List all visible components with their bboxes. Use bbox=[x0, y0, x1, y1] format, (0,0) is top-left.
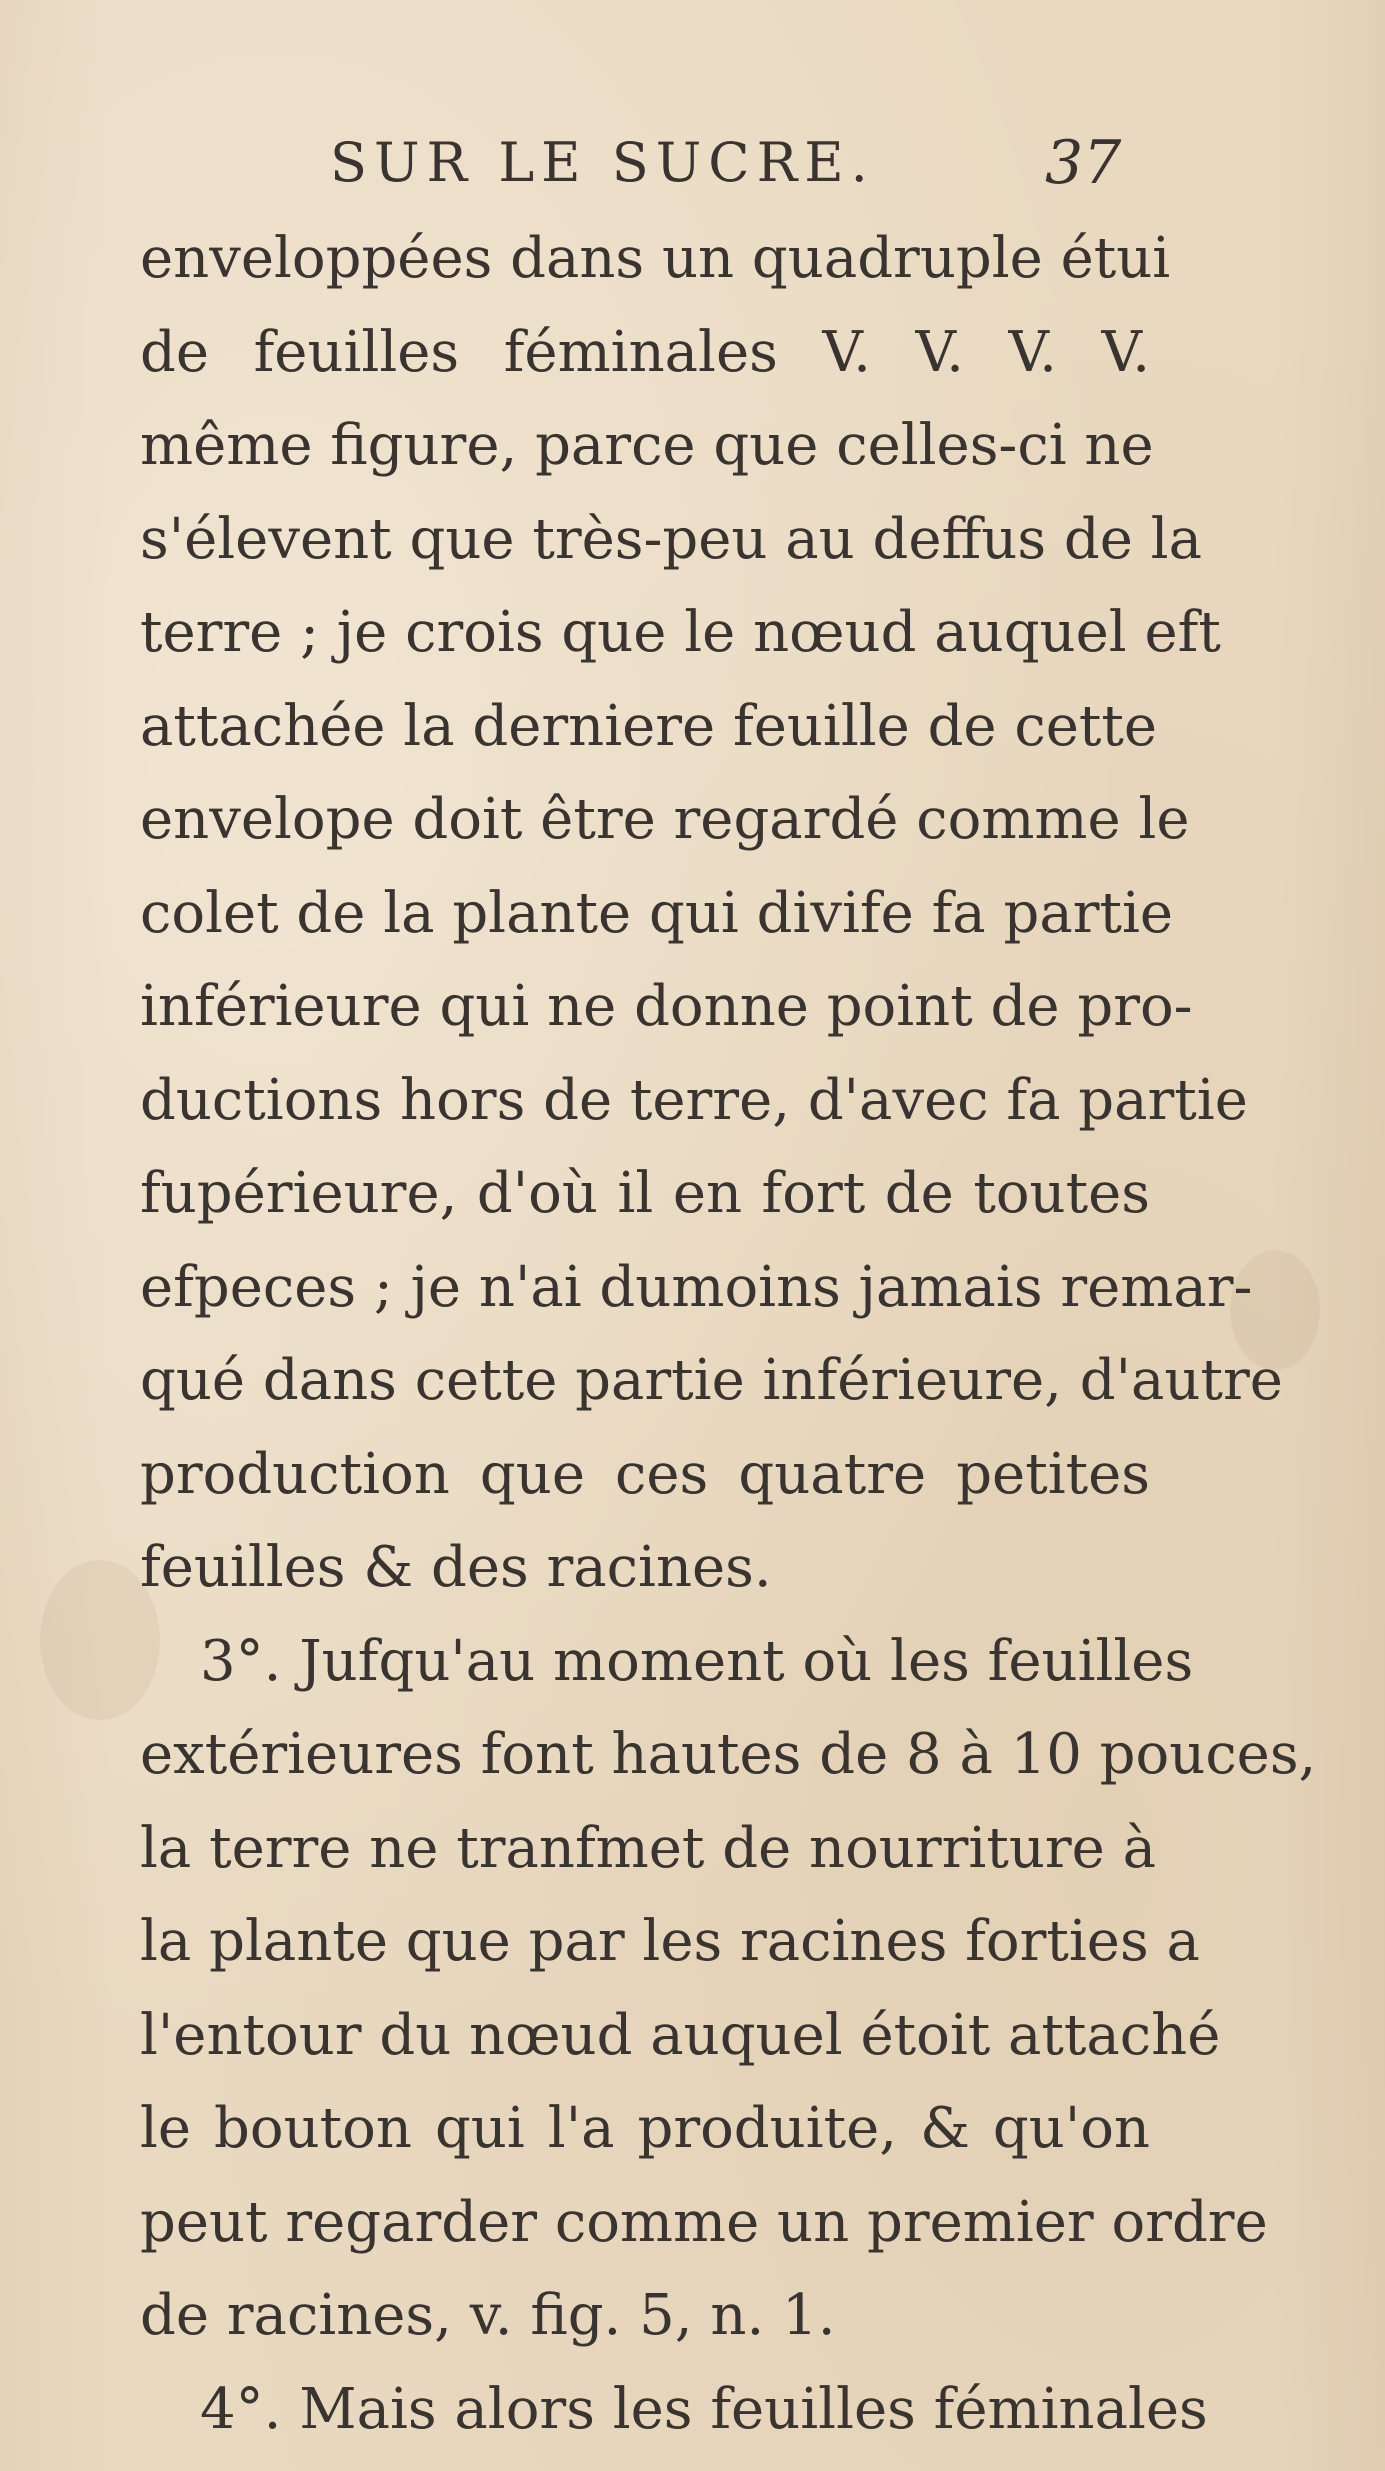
text-line: fupérieure, d'où il en fort de toutes bbox=[140, 1161, 1150, 1226]
text-line: attachée la derniere feuille de cette bbox=[140, 693, 1158, 759]
body-text bbox=[140, 212, 1317, 2456]
text-line: ductions hors de terre, d'avec fa partie bbox=[140, 1067, 1248, 1133]
running-head bbox=[330, 118, 1230, 208]
text-line: peut regarder comme un premier ordre bbox=[140, 2189, 1268, 2255]
text-line: de feuilles féminales V. V. V. V. bbox=[140, 319, 1150, 385]
text-line: terre ; je crois que le nœud auquel eft bbox=[140, 600, 1221, 665]
text-line: colet de la plante qui divife fa partie bbox=[140, 880, 1174, 946]
text-line: s'élevent que très-peu au deffus de la bbox=[140, 506, 1202, 572]
running-title: SUR LE SUCRE. bbox=[330, 131, 875, 194]
text-line: 3°. Jufqu'au moment où les feuilles bbox=[200, 1628, 1194, 1694]
text-line: la terre ne tranfmet de nourriture à bbox=[140, 1815, 1156, 1881]
text-line: extérieures font hautes de 8 à 10 pouces, bbox=[140, 1722, 1317, 1787]
page-number: 37 bbox=[1045, 128, 1122, 198]
text-line: feuilles & des racines. bbox=[140, 1535, 772, 1600]
text-line: inférieure qui ne donne point de pro- bbox=[140, 974, 1193, 1039]
text-line: qué dans cette partie inférieure, d'autre bbox=[140, 1348, 1283, 1413]
text-line: envelope doit être regardé comme le bbox=[140, 787, 1190, 852]
text-line: 4°. Mais alors les feuilles féminales bbox=[200, 2376, 1208, 2442]
text-line: l'entour du nœud auquel étoit attaché bbox=[140, 2002, 1221, 2068]
text-line: enveloppées dans un quadruple étui bbox=[140, 226, 1171, 291]
text-line: de racines, v. fig. 5, n. 1. bbox=[140, 2283, 836, 2348]
text-line: la plante que par les racines forties a bbox=[140, 1909, 1200, 1974]
text-line: production que ces quatre petites bbox=[140, 1441, 1150, 1507]
text-line: efpeces ; je n'ai dumoins jamais remar- bbox=[140, 1254, 1253, 1320]
text-line: le bouton qui l'a produite, & qu'on bbox=[140, 2096, 1150, 2161]
text-line: même figure, parce que celles-ci ne bbox=[140, 413, 1154, 478]
